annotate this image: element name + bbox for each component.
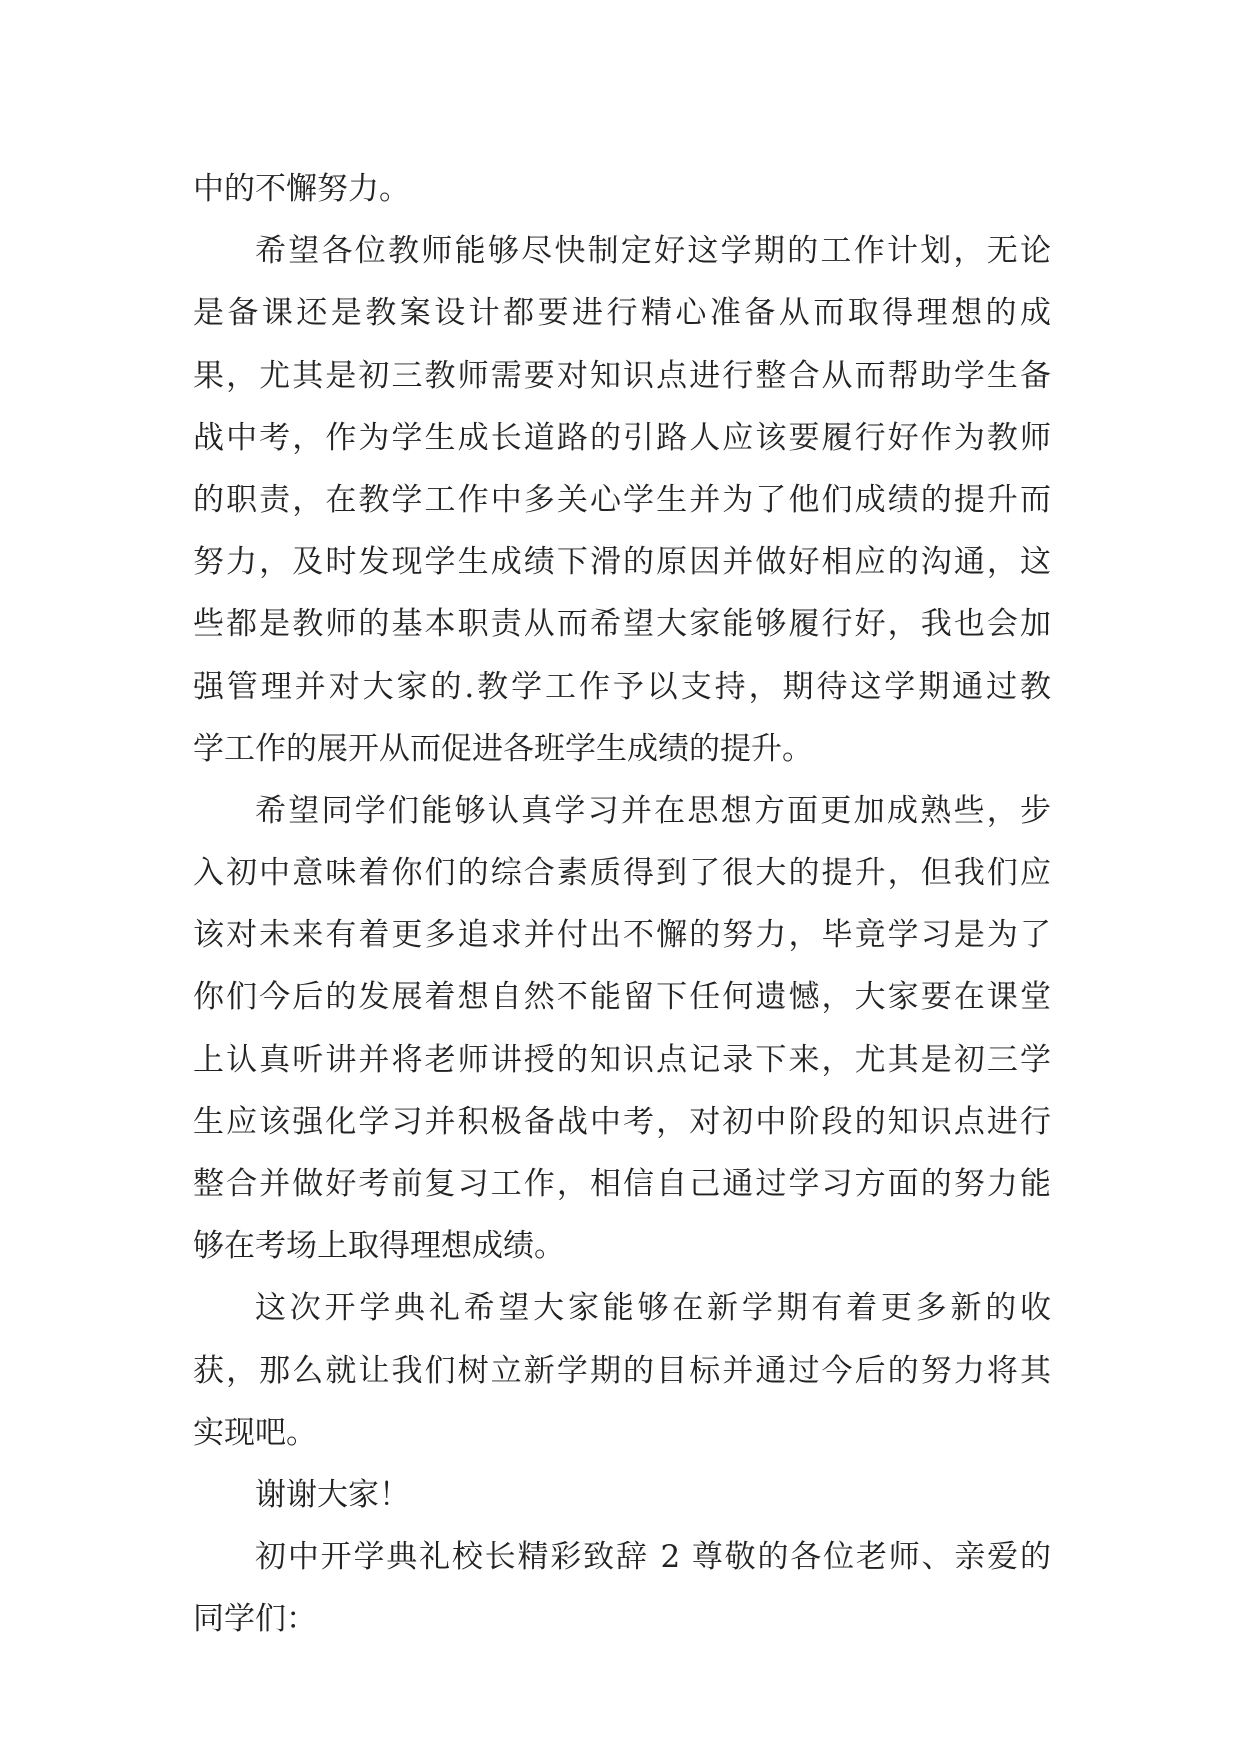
text-line: 战中考，作为学生成长道路的引路人应该要履行好作为教师 [193,419,1051,456]
text-line: 该对未来有着更多追求并付出不懈的努力，毕竟学习是为了 [193,917,1051,954]
text-line: 同学们： [193,1601,317,1638]
text-line: 生应该强化学习并积极备战中考，对初中阶段的知识点进行 [193,1103,1051,1140]
text-line: 够在考场上取得理想成绩。 [193,1228,565,1265]
text-line: 中的不懈努力。 [193,171,410,207]
paragraph-first-line: 初中开学典礼校长精彩致辞 2 尊敬的各位老师、亲爱的 [255,1539,1051,1576]
text-line: 是备课还是教案设计都要进行精心准备从而取得理想的成 [193,295,1051,332]
text-line: 入初中意味着你们的综合素质得到了很大的提升，但我们应 [193,855,1051,892]
text-line: 你们今后的发展着想自然不能留下任何遗憾，大家要在课堂 [193,979,1051,1016]
text-line: 些都是教师的基本职责从而希望大家能够履行好，我也会加 [193,606,1051,643]
text-line: 强管理并对大家的.教学工作予以支持，期待这学期通过教 [193,668,1051,705]
document-body [193,158,1051,1651]
paragraph-first-line: 谢谢大家！ [255,1476,410,1513]
text-line: 上认真听讲并将老师讲授的知识点记录下来，尤其是初三学 [193,1041,1051,1078]
text-line: 努力，及时发现学生成绩下滑的原因并做好相应的沟通，这 [193,544,1051,581]
paragraph-first-line: 希望各位教师能够尽快制定好这学期的工作计划，无论 [255,233,1051,270]
paragraph-first-line: 这次开学典礼希望大家能够在新学期有着更多新的收 [255,1290,1051,1327]
text-line: 整合并做好考前复习工作，相信自己通过学习方面的努力能 [193,1166,1051,1202]
text-line: 果，尤其是初三教师需要对知识点进行整合从而帮助学生备 [193,357,1051,394]
text-line: 学工作的展开从而促进各班学生成绩的提升。 [193,730,813,767]
text-line: 实现吧。 [193,1414,317,1451]
text-line: 的职责，在教学工作中多关心学生并为了他们成绩的提升而 [193,481,1051,518]
text-line: 获，那么就让我们树立新学期的目标并通过今后的努力将其 [193,1352,1051,1389]
paragraph-first-line: 希望同学们能够认真学习并在思想方面更加成熟些，步 [255,792,1051,829]
